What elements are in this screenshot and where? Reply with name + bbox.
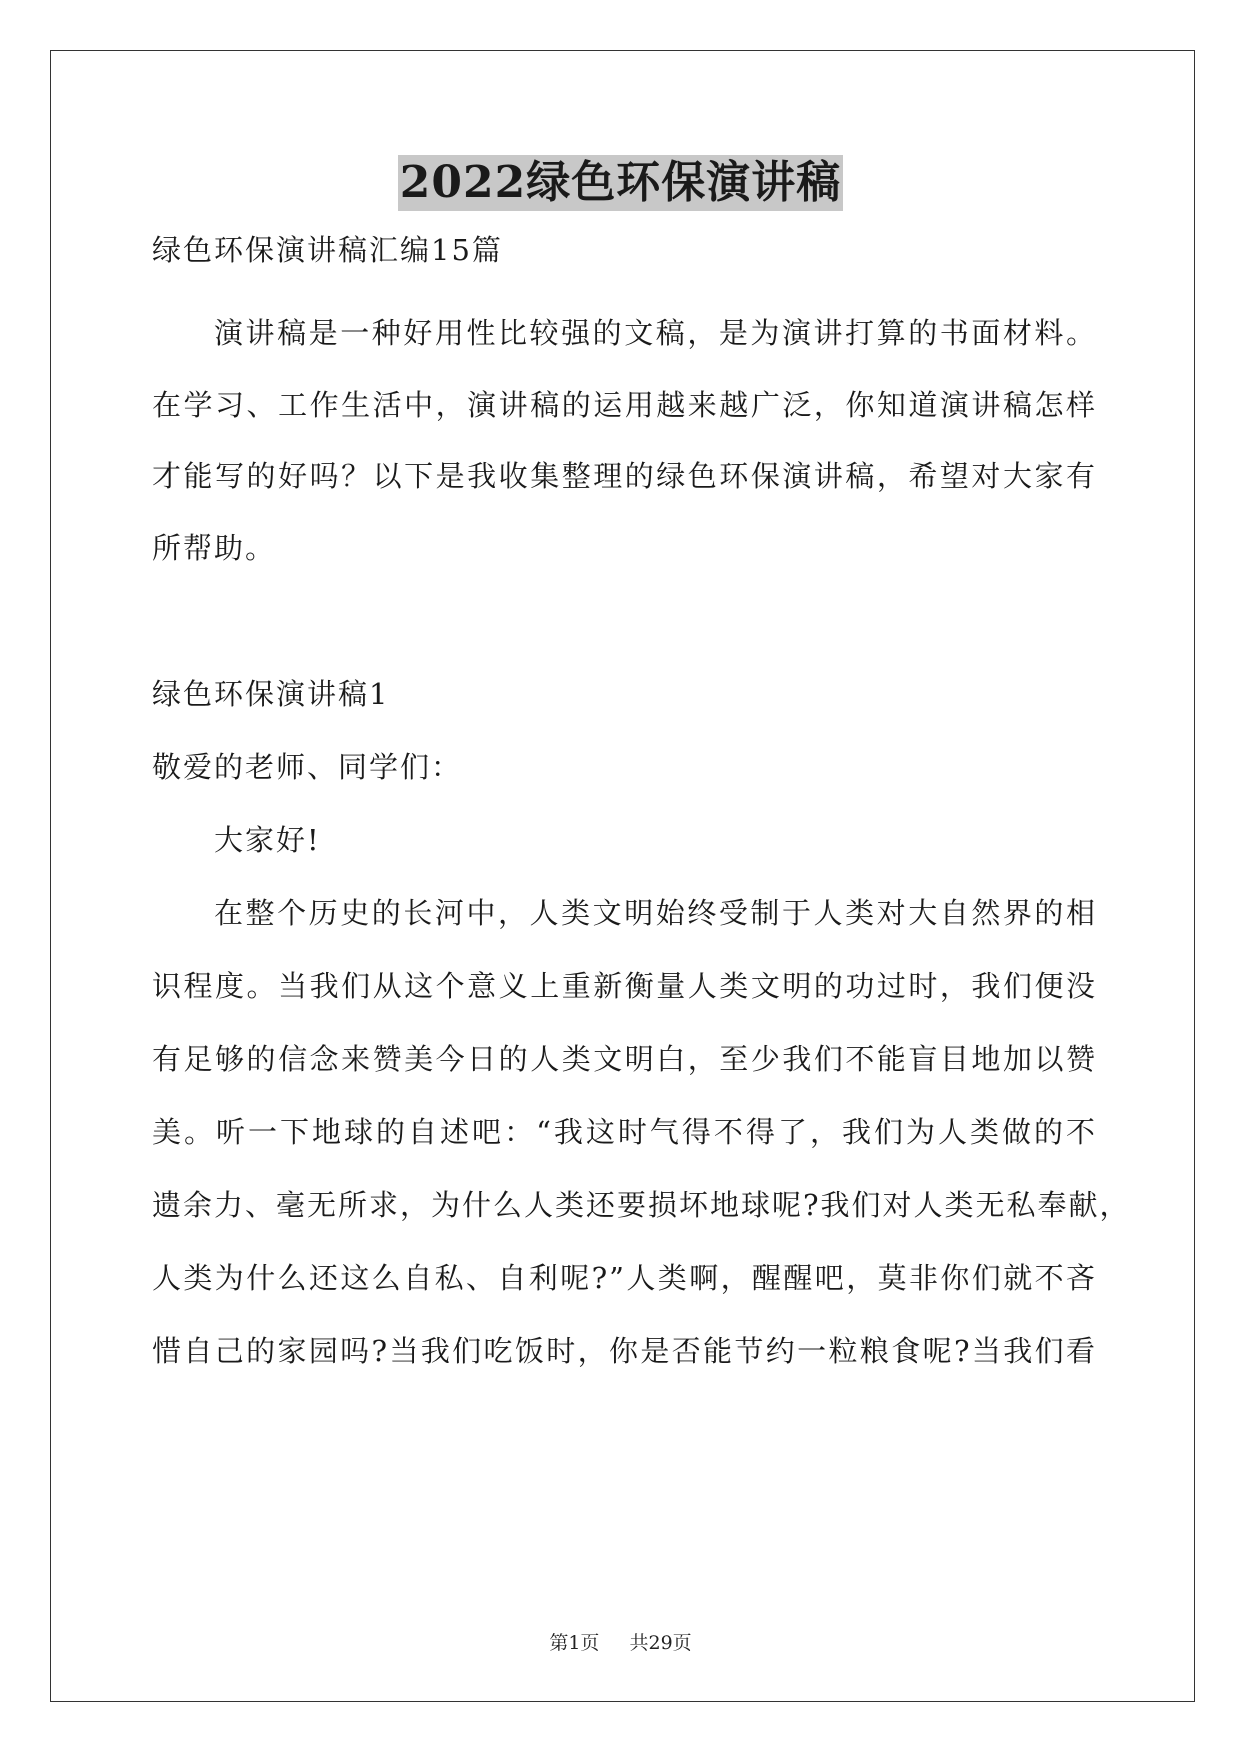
body-line: 人类为什么还这么自私、自利呢?”人类啊，醒醒吧，莫非你们就不吝 xyxy=(152,1261,1097,1295)
intro-line: 演讲稿是一种好用性比较强的文稿，是为演讲打算的书面材料。 xyxy=(214,316,1097,350)
body-line: 遗余力、毫无所求，为什么人类还要损坏地球呢?我们对人类无私奉献， xyxy=(152,1188,1131,1222)
intro-line: 所帮助。 xyxy=(152,531,277,565)
page-number: 第1页 xyxy=(549,1632,600,1654)
page-total: 共29页 xyxy=(629,1632,692,1654)
body-line: 有足够的信念来赞美今日的人类文明白，至少我们不能盲目地加以赞 xyxy=(152,1042,1097,1076)
page-border xyxy=(50,50,1195,1702)
greeting: 大家好! xyxy=(214,823,321,857)
salutation: 敬爱的老师、同学们： xyxy=(152,750,463,784)
intro-line: 才能写的好吗？以下是我收集整理的绿色环保演讲稿，希望对大家有 xyxy=(152,459,1097,493)
body-line: 识程度。当我们从这个意义上重新衡量人类文明的功过时，我们便没 xyxy=(152,969,1097,1003)
body-line: 在整个历史的长河中，人类文明始终受制于人类对大自然界的相 xyxy=(214,896,1097,930)
title-container xyxy=(0,155,1241,211)
body-line: 惜自己的家园吗?当我们吃饭时，你是否能节约一粒粮食呢?当我们看 xyxy=(152,1334,1097,1368)
page-footer xyxy=(0,1628,1241,1655)
document-subtitle: 绿色环保演讲稿汇编15篇 xyxy=(152,233,503,267)
body-line: 美。听一下地球的自述吧：“我这时气得不得了，我们为人类做的不 xyxy=(152,1115,1097,1149)
intro-line: 在学习、工作生活中，演讲稿的运用越来越广泛，你知道演讲稿怎样 xyxy=(152,388,1097,422)
document-title: 2022绿色环保演讲稿 xyxy=(398,155,843,211)
section-heading: 绿色环保演讲稿1 xyxy=(152,677,390,711)
